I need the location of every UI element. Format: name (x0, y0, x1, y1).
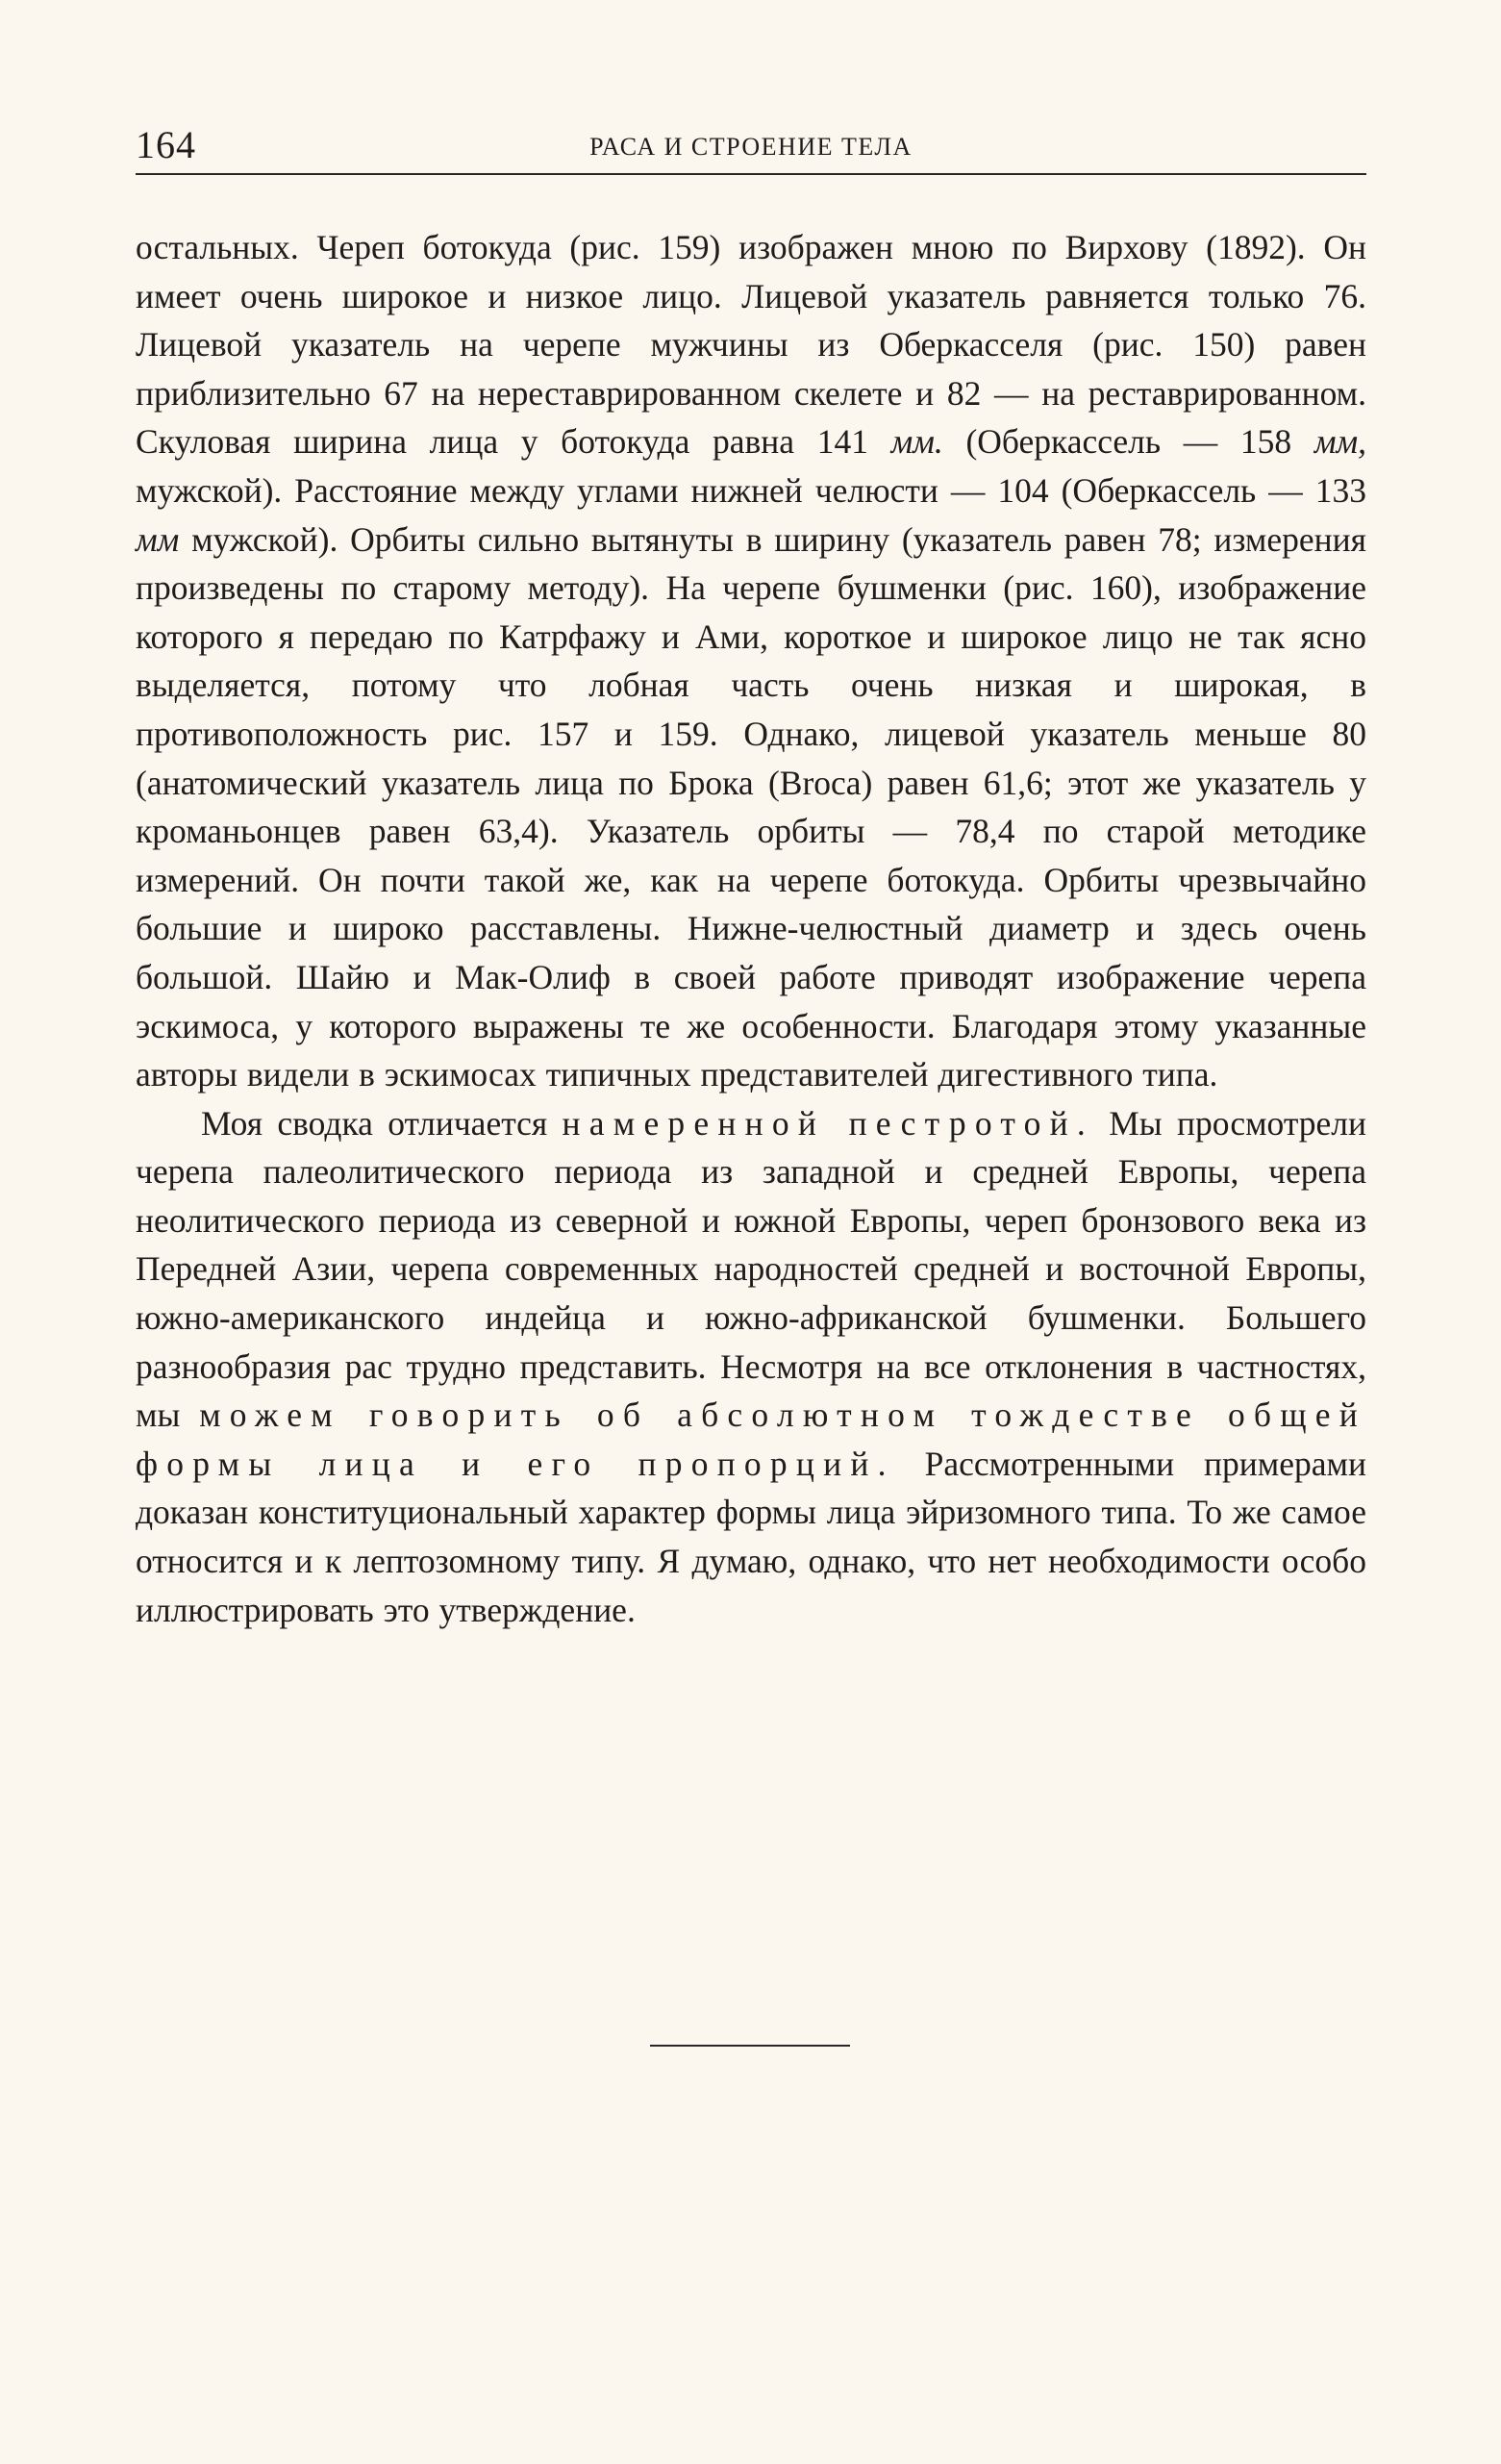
paragraph-1-text-3: мужской). Расстояние между углами нижней челюсти — 104 (Оберкассель — 133 (136, 470, 1366, 510)
paragraph-2 (136, 1099, 1366, 1635)
emphasis-2: можем говорить об абсолютном тождестве общей формы лица и его пропорций. (136, 1395, 1366, 1483)
paragraph-1-text-1: остальных. Череп ботокуда (рис. 159) изображен мною по Вирхову (1892). Он имеет очень широкое и низкое лицо. Лицевой указатель равняется только 76. Лицевой указатель на черепе мужчины из Оберкасселя (рис. 150) равен приблизительно 67 на нереставрированном скелете и 82 — на реставрированном. Скуловая ширина лица у ботокуда равна 141 (136, 228, 1366, 462)
emphasis-1: намеренной пестротой. (562, 1103, 1094, 1143)
paragraph-2-text-2: Мы просмотрели черепа палеолитического периода из западной и средней Европы, черепа неолитического периода из северной и южной Европы, череп бронзового века из Передней Азии, черепа современных народностей средней и восточной Европы, южно-американского индейца и южно-африканской бушменки. Большего разнообразия рас трудно представить. Несмотря на все отклонения в частностях, мы (136, 1103, 1366, 1435)
unit-mm-3: мм (136, 519, 180, 559)
paragraph-1 (136, 223, 1366, 1099)
paragraph-1-text-2: (Оберкассель — 158 (942, 422, 1314, 462)
page-header (136, 123, 1366, 175)
paragraph-2-text-1: Моя сводка отличается (201, 1103, 563, 1143)
page-number: 164 (136, 123, 196, 166)
unit-mm-1: мм. (890, 422, 943, 462)
paragraph-2-text-3: Рассмотренными примерами доказан конституциональный характер формы лица эйризомного типа. То же самое относится и к лептозомному типу. Я думаю, однако, что нет необходимости особо иллюстрировать это утверждение. (136, 1444, 1366, 1629)
running-title: РАСА И СТРОЕНИЕ ТЕЛА (589, 133, 913, 161)
section-end-rule (650, 2045, 850, 2047)
main-text (136, 223, 1366, 1634)
paragraph-1-text-4: мужской). Орбиты сильно вытянуты в ширину (указатель равен 78; измерения произведены по старому методу). На черепе бушменки (рис. 160), изображение которого я передаю по Катрфажу и Ами, короткое и широкое лицо не так ясно выделяется, потому что лобная часть очень низкая и широкая, в противоположность рис. 157 и 159. Однако, лицевой указатель меньше 80 (анатомический указатель лица по Брока (Broca) равен 61,6; этот же указатель у кроманьонцев равен 63,4). Указатель орбиты — 78,4 по старой методике измерений. Он почти такой же, как на черепе ботокуда. Орбиты чрезвычайно большие и широко расставлены. Нижне-челюстный диаметр и здесь очень большой. Шайю и Мак-Олиф в своей работе приводят изображение черепа эскимоса, у которого выражены те же особенности. Благодаря этому указанные авторы видели в эскимосах типичных представителей дигестивного типа. (136, 519, 1366, 1094)
unit-mm-2: мм, (1313, 422, 1366, 462)
